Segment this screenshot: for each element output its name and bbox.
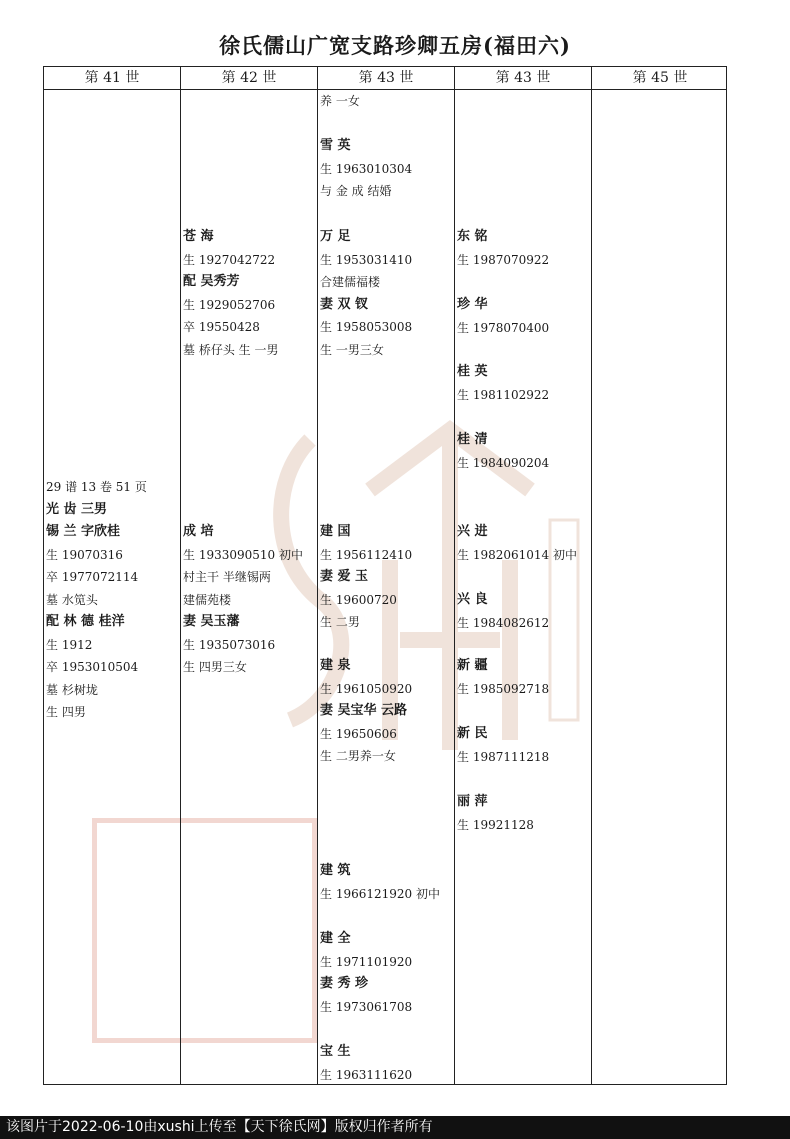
entry-line: 妻 双 钗 [320, 296, 369, 312]
entry-line: 生 1961050920 [320, 681, 413, 696]
entry-line: 成 培 [183, 524, 214, 539]
entry-line: 兴 良 [457, 592, 488, 607]
entry-line: 宝 生 [320, 1044, 351, 1059]
entry-line: 生 一男三女 [320, 342, 384, 357]
entry-line: 建 国 [320, 524, 351, 539]
column-divider [591, 67, 592, 1084]
column-divider [454, 67, 455, 1084]
entry-line: 生 四男 [46, 705, 86, 719]
column-divider [317, 67, 318, 1084]
header-gen-42: 第 42 世 [221, 70, 277, 86]
header-divider [44, 89, 726, 90]
entry-line: 妻 爱 玉 [320, 569, 369, 584]
entry-line: 光 齿 三男 [46, 501, 108, 517]
entry-line: 墓 桥仔头 生 一男 [183, 342, 279, 357]
entry-line: 生 1978070400 [457, 320, 550, 335]
column-divider [180, 67, 181, 1084]
entry-line: 养 一女 [320, 94, 360, 108]
entry-line: 生 1987111218 [457, 749, 550, 764]
entry-line: 生 1971101920 [320, 954, 413, 969]
entry-line: 生 1912 [46, 637, 93, 652]
entry-line: 丽 萍 [457, 794, 488, 809]
entry-line: 卒 19550428 [183, 320, 260, 334]
entry-line: 生 1984082612 [457, 615, 550, 630]
entry-line: 妻 吴玉藩 [183, 614, 240, 629]
entry-line: 建 泉 [320, 658, 351, 673]
entry-line: 生 1963010304 [320, 161, 413, 176]
footer-copyright: 该图片于2022-06-10由xushi上传至【天下徐氏网】版权归作者所有 [0, 1116, 790, 1139]
entry-line: 生 1953031410 [320, 252, 413, 267]
entry-line: 生 1985092718 [457, 681, 550, 696]
entry-line: 生 四男三女 [183, 660, 247, 674]
entry-line: 东 铭 [457, 229, 488, 244]
entry-line: 墓 杉树垅 [46, 682, 98, 697]
entry-line: 妻 吴宝华 云路 [320, 703, 408, 718]
entry-line: 生 19600720 [320, 592, 397, 607]
entry-line: 生 19070316 [46, 547, 123, 562]
page-title: 徐氏儒山广宽支路珍卿五房(福田六) [219, 33, 571, 58]
entry-line: 生 1933090510 初中 [183, 547, 303, 562]
entry-line: 生 1927042722 [183, 252, 276, 267]
entry-line: 生 二男养一女 [320, 749, 396, 763]
entry-line: 苍 海 [183, 229, 214, 244]
entry-line: 生 19650606 [320, 726, 397, 741]
entry-line: 村主干 半继锡两 [183, 570, 271, 584]
entry-line: 新 民 [457, 726, 488, 741]
entry-line: 与 金 成 结婚 [320, 184, 392, 198]
entry-line: 生 19921128 [457, 817, 534, 832]
entry-line: 生 1963111620 [320, 1067, 413, 1082]
entry-line: 生 1987070922 [457, 252, 550, 267]
entry-line: 生 二男 [320, 615, 360, 629]
entry-line: 建 全 [320, 931, 351, 946]
entry-line: 建 筑 [320, 863, 351, 878]
entry-line: 雪 英 [320, 138, 351, 153]
header-gen-41: 第 41 世 [84, 70, 140, 86]
entry-line: 配 吴秀芳 [183, 274, 240, 289]
entry-line: 卒 1977072114 [46, 570, 139, 584]
entry-line: 配 林 德 桂洋 [46, 614, 125, 629]
entry-line: 桂 清 [457, 432, 488, 447]
entry-line: 墓 水笕头 [46, 592, 98, 607]
entry-line: 新 疆 [457, 658, 488, 673]
entry-line: 生 1966121920 初中 [320, 886, 440, 901]
entry-line: 生 1984090204 [457, 455, 550, 470]
entry-line: 生 1929052706 [183, 297, 276, 312]
entry-line: 生 1958053008 [320, 320, 413, 334]
entry-line: 生 1935073016 [183, 637, 276, 652]
entry-line: 珍 华 [457, 297, 488, 312]
genealogy-table [43, 66, 727, 1085]
entry-line: 生 1956112410 [320, 547, 413, 562]
header-gen-43-b: 第 43 世 [495, 70, 551, 86]
entry-line: 29 谱 13 卷 51 页 [46, 480, 147, 494]
entry-line: 建儒苑楼 [183, 592, 232, 607]
entry-line: 合建儒福楼 [320, 275, 381, 289]
header-gen-43: 第 43 世 [358, 70, 414, 86]
entry-line: 生 1981102922 [457, 387, 550, 402]
entry-line: 兴 进 [457, 524, 488, 539]
entry-line: 卒 1953010504 [46, 660, 139, 674]
entry-line: 桂 英 [457, 364, 488, 379]
entry-line: 妻 秀 珍 [320, 976, 369, 991]
entry-line: 锡 兰 字欣桂 [46, 524, 121, 539]
header-gen-45: 第 45 世 [632, 70, 688, 86]
entry-line: 生 1982061014 初中 [457, 547, 577, 562]
entry-line: 生 1973061708 [320, 999, 413, 1014]
entry-line: 万 足 [320, 229, 351, 244]
